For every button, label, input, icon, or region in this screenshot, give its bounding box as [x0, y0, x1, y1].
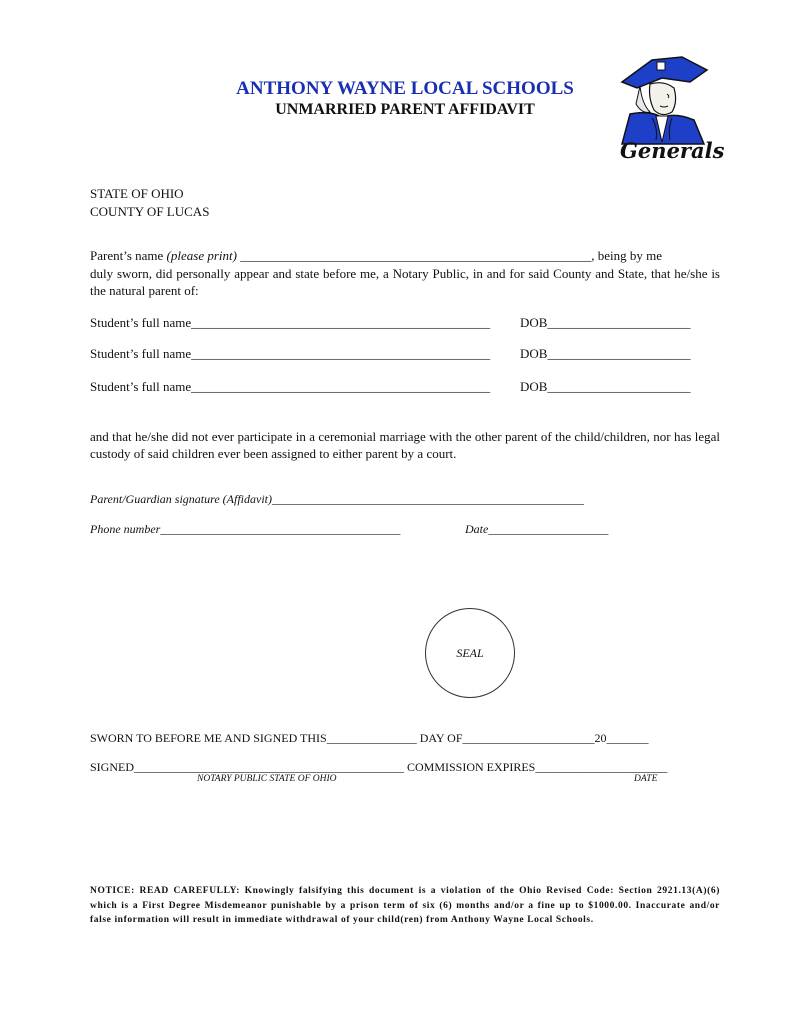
day-of-label: DAY OF [419, 731, 463, 745]
notary-caption: NOTARY PUBLIC STATE OF OHIO [197, 774, 337, 784]
student-row-3 [90, 379, 490, 395]
logo-text: Generals [620, 138, 725, 163]
year-field[interactable]: _______ [606, 731, 649, 745]
student-name-field[interactable]: ______________________________________________ [191, 346, 491, 361]
student-name-label: Student’s full name [90, 346, 192, 361]
commission-expires-field[interactable]: ______________________ [535, 760, 668, 774]
seal-label: SEAL [456, 645, 484, 660]
notary-signature-field[interactable]: _____________________________________________ [134, 760, 404, 774]
signature-label: Parent/Guardian signature (Affidavit) [90, 492, 272, 506]
form-title: UNMARRIED PARENT AFFIDAVIT [275, 101, 535, 118]
custody-statement: and that he/she did not ever participate in a ceremonial marriage with the other parent of the child/children, nor has legal custody of said children ever been assigned to either parent by a court. [90, 429, 720, 461]
sworn-label: SWORN TO BEFORE ME AND SIGNED THIS [90, 731, 327, 745]
legal-notice: NOTICE: READ CAREFULLY: Knowingly falsifying this document is a violation of the Ohio Revised Code: Section 2921.13(A)(6) which is a First Degree Misdemeanor punishable by a prison term of six (6) months and/or a fine up to $1000.00. Inaccurate and/or false information will result in immediate withdrawal of your child(ren) from Anthony Wayne Local Schools. [90, 886, 720, 925]
student-row-1 [90, 315, 490, 331]
student-name-label: Student’s full name [90, 379, 192, 394]
school-title: ANTHONY WAYNE LOCAL SCHOOLS [236, 78, 574, 99]
sworn-line [90, 731, 649, 746]
student-dob-3 [520, 379, 690, 395]
month-field[interactable]: ______________________ [462, 731, 595, 745]
dob-label: DOB [520, 315, 548, 330]
dob-field[interactable]: ______________________ [547, 379, 691, 394]
commission-expires-label: COMMISSION EXPIRES [407, 760, 536, 774]
signature-field[interactable]: ____________________________________________________ [271, 492, 584, 506]
state-line: STATE OF OHIO [90, 186, 184, 201]
generals-logo [612, 52, 725, 163]
date-field[interactable]: ____________________ [488, 522, 609, 536]
year-label: 20 [594, 731, 607, 745]
dob-label: DOB [520, 346, 548, 361]
parent-name-field[interactable]: ______________________________________________________ [240, 248, 592, 263]
student-name-label: Student’s full name [90, 315, 192, 330]
signed-label: SIGNED [90, 760, 134, 774]
parent-name-label: Parent’s name [90, 248, 164, 263]
date-label: Date [465, 522, 489, 536]
dob-label: DOB [520, 379, 548, 394]
parent-name-suffix: , being by me [591, 248, 662, 263]
sworn-day-field[interactable]: _______________ [326, 731, 417, 745]
parent-name-hint: (please print) [166, 248, 237, 263]
notary-seal [425, 608, 515, 698]
date-line [465, 522, 608, 537]
dob-field[interactable]: ______________________ [547, 315, 691, 330]
phone-field[interactable]: ________________________________________ [160, 522, 401, 536]
student-row-2 [90, 346, 490, 362]
signed-line [90, 760, 667, 775]
date-caption: DATE [634, 774, 658, 784]
phone-label: Phone number [90, 522, 161, 536]
county-line: COUNTY OF LUCAS [90, 204, 210, 219]
student-name-field[interactable]: ______________________________________________ [191, 379, 491, 394]
student-name-field[interactable]: ______________________________________________ [191, 315, 491, 330]
student-dob-2 [520, 346, 690, 362]
intro-continuation: duly sworn, did personally appear and state before me, a Notary Public, in and for said County and State, that he/she is the natural parent of: [90, 266, 720, 298]
dob-field[interactable]: ______________________ [547, 346, 691, 361]
parent-name-line [90, 248, 720, 264]
student-dob-1 [520, 315, 690, 331]
signature-line [90, 492, 584, 507]
phone-line [90, 522, 400, 537]
